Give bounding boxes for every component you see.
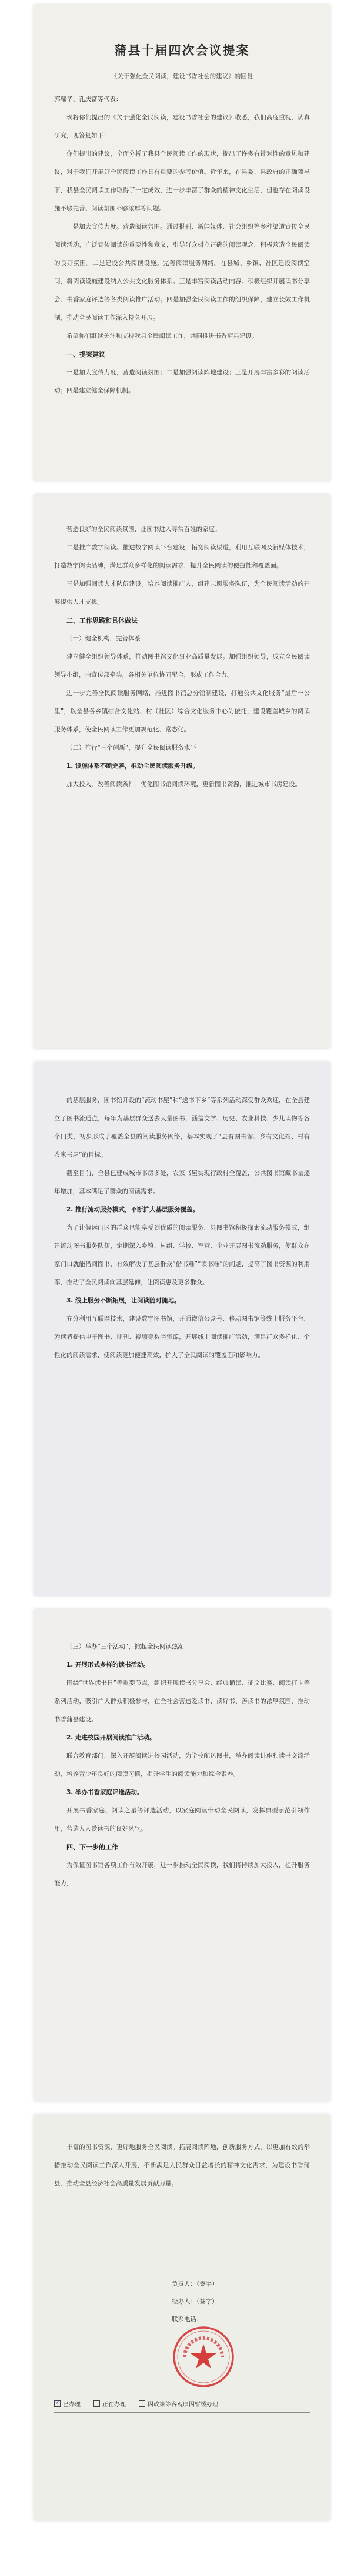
paragraph: 一是加大宣传力度，营造阅读氛围；二是加强阅读阵地建设；三是开展丰富多彩的阅读活动；四是建立健全保障机制。 <box>54 369 310 394</box>
item-heading: 2. 推行流动服务模式，不断扩大基层服务覆盖。 <box>66 1206 199 1213</box>
item-heading: 2. 走进校园开展阅读推广活动。 <box>66 1734 156 1741</box>
paragraph: 你们提出的建议，全面分析了我县全民阅读工作的现状，提出了许多有针对性的意见和建议，对于我们开展好全民阅读工作具有重要的参考价值。近年来，在县委、县政府的正确领导下，我县全民阅读工作取得了一定成效，进一步丰富了群众的精神文化生活，但也存在阅读设施不够完善、阅读氛围不够浓厚等问题。 <box>54 150 310 212</box>
paragraph: 营造良好的全民阅读氛围，让图书进入寻常百姓的家庭。 <box>66 526 221 533</box>
document-title: 蒲县十届四次会议提案 <box>114 43 250 58</box>
paragraph: 充分利用互联网技术，建设数字图书馆，开通微信公众号、移动图书馆等线上服务平台，为读者提供电子图书、期刊、视频等数字资源，开展线上阅读推广活动，满足群众多样化、个性化的阅读需求，使阅读更加便捷高效，扩大了全民阅读的覆盖面和影响力。 <box>54 1315 310 1359</box>
paragraph: 现将你们提出的《关于强化全民阅读，建设书香社会的建议》收悉，我们高度重视，认真研究，现答复如下： <box>54 114 310 139</box>
paragraph: 丰富的图书资源，更好地服务全民阅读。拓展阅读阵地，创新服务方式，以更加有效的举措推动全民阅读工作深入开展，不断满足人民群众日益增长的精神文化需求，为建设书香蒲县、推动全县经济社会高质量发展贡献力量。 <box>54 2144 310 2187</box>
document-page-4 <box>34 1610 330 2101</box>
document-subtitle: 《关于强化全民阅读，建设书香社会的建议》的回复 <box>111 73 253 80</box>
greeting: 郭耀华、孔庆富等代表： <box>54 96 122 103</box>
paragraph: 联合教育部门，深入开展阅读进校园活动，为学校配送图书，举办阅读讲座和读书交流活动，培养青少年良好的阅读习惯，提升学生的阅读能力和综合素养。 <box>54 1752 310 1778</box>
divider <box>54 2412 310 2413</box>
checkbox-checked-icon[interactable] <box>54 2400 61 2407</box>
paragraph: 三是加强阅读人才队伍建设。培养阅读推广人，组建志愿服务队伍，为全民阅读活动的开展提供人才支撑。 <box>54 580 310 606</box>
signature-line-responsible: 负责人：（签字） <box>172 2281 218 2288</box>
document-page-1 <box>34 5 330 481</box>
paragraph: 希望你们继续关注和支持我县全民阅读工作，共同推进书香蒲县建设。 <box>66 333 258 340</box>
signature-line-handler: 经办人：（签字） <box>172 2298 218 2305</box>
checkbox-icon[interactable] <box>93 2400 100 2407</box>
paragraph: 开展书香家庭、阅读之星等评选活动，以家庭阅读带动全民阅读，发挥典型示范引领作用，营造人人爱读书的良好风气。 <box>54 1807 310 1832</box>
paragraph: 的基层服务，图书馆开设的“流动书屋”和“送书下乡”等系列活动深受群众欢迎，在全县建立了图书流通点，每年为基层群众送去大量图书，涵盖文学、历史、农业科技、少儿读物等各个门类，初步形成了覆盖全县的阅读服务网络，基本实现了“县有图书馆、乡有文化站、村有农家书屋”的目标。 <box>54 1097 310 1158</box>
item-heading: 3. 线上服务不断拓展，让阅读随时随地。 <box>66 1297 181 1304</box>
paragraph: 一是加大宣传力度。营造阅读氛围。通过报刊、新闻媒体、社会组织等多种渠道宣传全民阅读活动，广泛宣传阅读的重要性和意义，引导群众树立正确的阅读观念，积极营造全民阅读的良好氛围。二是建设公共阅读设施。完善阅读服务网络。在县城、乡镇、社区建设阅读空间，将阅读设施建设纳入公共文化服务体系。三是丰富阅读活动内容。积极组织开展读书分享会、书香家庭评选等各类阅读推广活动。四是加强全民阅读工作的组织保障，建立长效工作机制，推动全民阅读工作深入持久开展。 <box>54 223 310 321</box>
official-seal-icon <box>171 2324 236 2390</box>
paragraph: 二是推广数字阅读。推进数字阅读平台建设，拓宽阅读渠道，利用互联网及新媒体技术，打造数字阅读品牌，满足群众多样化的阅读需求，提升全民阅读的便捷性和覆盖面。 <box>54 544 310 569</box>
paragraph: 为保证图书馆各项工作有效开展，进一步推动全民阅读，我们将持续加大投入，提升服务能力， <box>54 1862 310 1887</box>
status-option-done[interactable]: ✓ 已办理 <box>54 2399 81 2408</box>
document-page-3 <box>34 1062 330 1596</box>
status-option-deferred[interactable]: 因政策等客观原因暂缓办理 <box>139 2399 218 2408</box>
section-heading-2: 二、工作思路和具体做法 <box>66 617 138 624</box>
paragraph: 截至目前，全县已建成城市书房多处，农家书屋实现行政村全覆盖，公共图书馆藏书量逐年增加，基本满足了群众的阅读需求。 <box>54 1170 310 1195</box>
paragraph: 进一步完善全民阅读服务网络，推进图书馆总分馆制建设，打通公共文化服务“最后一公里”，以全县各乡镇综合文化站、村（社区）综合文化服务中心为依托，建设覆盖城乡的阅读服务体系，使全民阅读工作更加规范化、常态化。 <box>54 690 310 733</box>
paragraph: 加大投入，改善阅读条件。优化图书馆阅读环境，更新图书资源，推进城市书房建设。 <box>66 781 301 788</box>
item-heading: 1. 开展形式多样的读书活动。 <box>66 1661 149 1668</box>
section-heading-1: 一、提案建议 <box>66 351 105 358</box>
subsection-heading: （二）推行“三个创新”，提升全民阅读服务水平 <box>66 744 196 751</box>
contact-phone-line: 联系电话： <box>172 2316 203 2323</box>
section-heading-4: 四、下一步的工作 <box>66 1843 118 1851</box>
subsection-heading: （一）健全机构，完善体系 <box>66 635 141 642</box>
item-heading: 3. 举办书香家庭评选活动。 <box>66 1789 143 1796</box>
document-page-5 <box>34 2115 330 2520</box>
status-option-in-progress[interactable]: 正在办理 <box>93 2399 126 2408</box>
status-checkboxes <box>54 2399 218 2408</box>
document-page-2 <box>34 495 330 1048</box>
paragraph: 为了让偏远山区的群众也能享受到优质的阅读服务，县图书馆积极探索流动服务模式，组建流动图书服务队伍，定期深入乡镇、村组、学校、军营、企业开展图书流动服务，使群众在家门口就能借阅图书，有效解决了基层群众“借书难”“读书难”的问题，提高了图书资源的利用率，推动了全民阅读向基层延伸，让阅读惠及更多群众。 <box>54 1224 310 1286</box>
paragraph: 围绕“世界读书日”等重要节点，组织开展读书分享会、经典诵读、征文比赛、阅读打卡等系列活动，吸引广大群众积极参与，在全社会营造爱读书、读好书、善读书的浓厚氛围，推动书香蒲县建设。 <box>54 1680 310 1723</box>
item-heading: 1. 设施体系不断完善，推动全民阅读服务升级。 <box>66 763 199 770</box>
checkbox-icon[interactable] <box>139 2400 145 2407</box>
subsection-heading: （三）举办“三个活动”，掀起全民阅读热潮 <box>66 1643 184 1650</box>
paragraph: 建立健全组织领导体系，推动图书馆文化事业高质量发展。加强组织领导，成立全民阅读领导小组，由宣传部牵头，各相关单位协同配合，形成工作合力。 <box>54 653 310 679</box>
